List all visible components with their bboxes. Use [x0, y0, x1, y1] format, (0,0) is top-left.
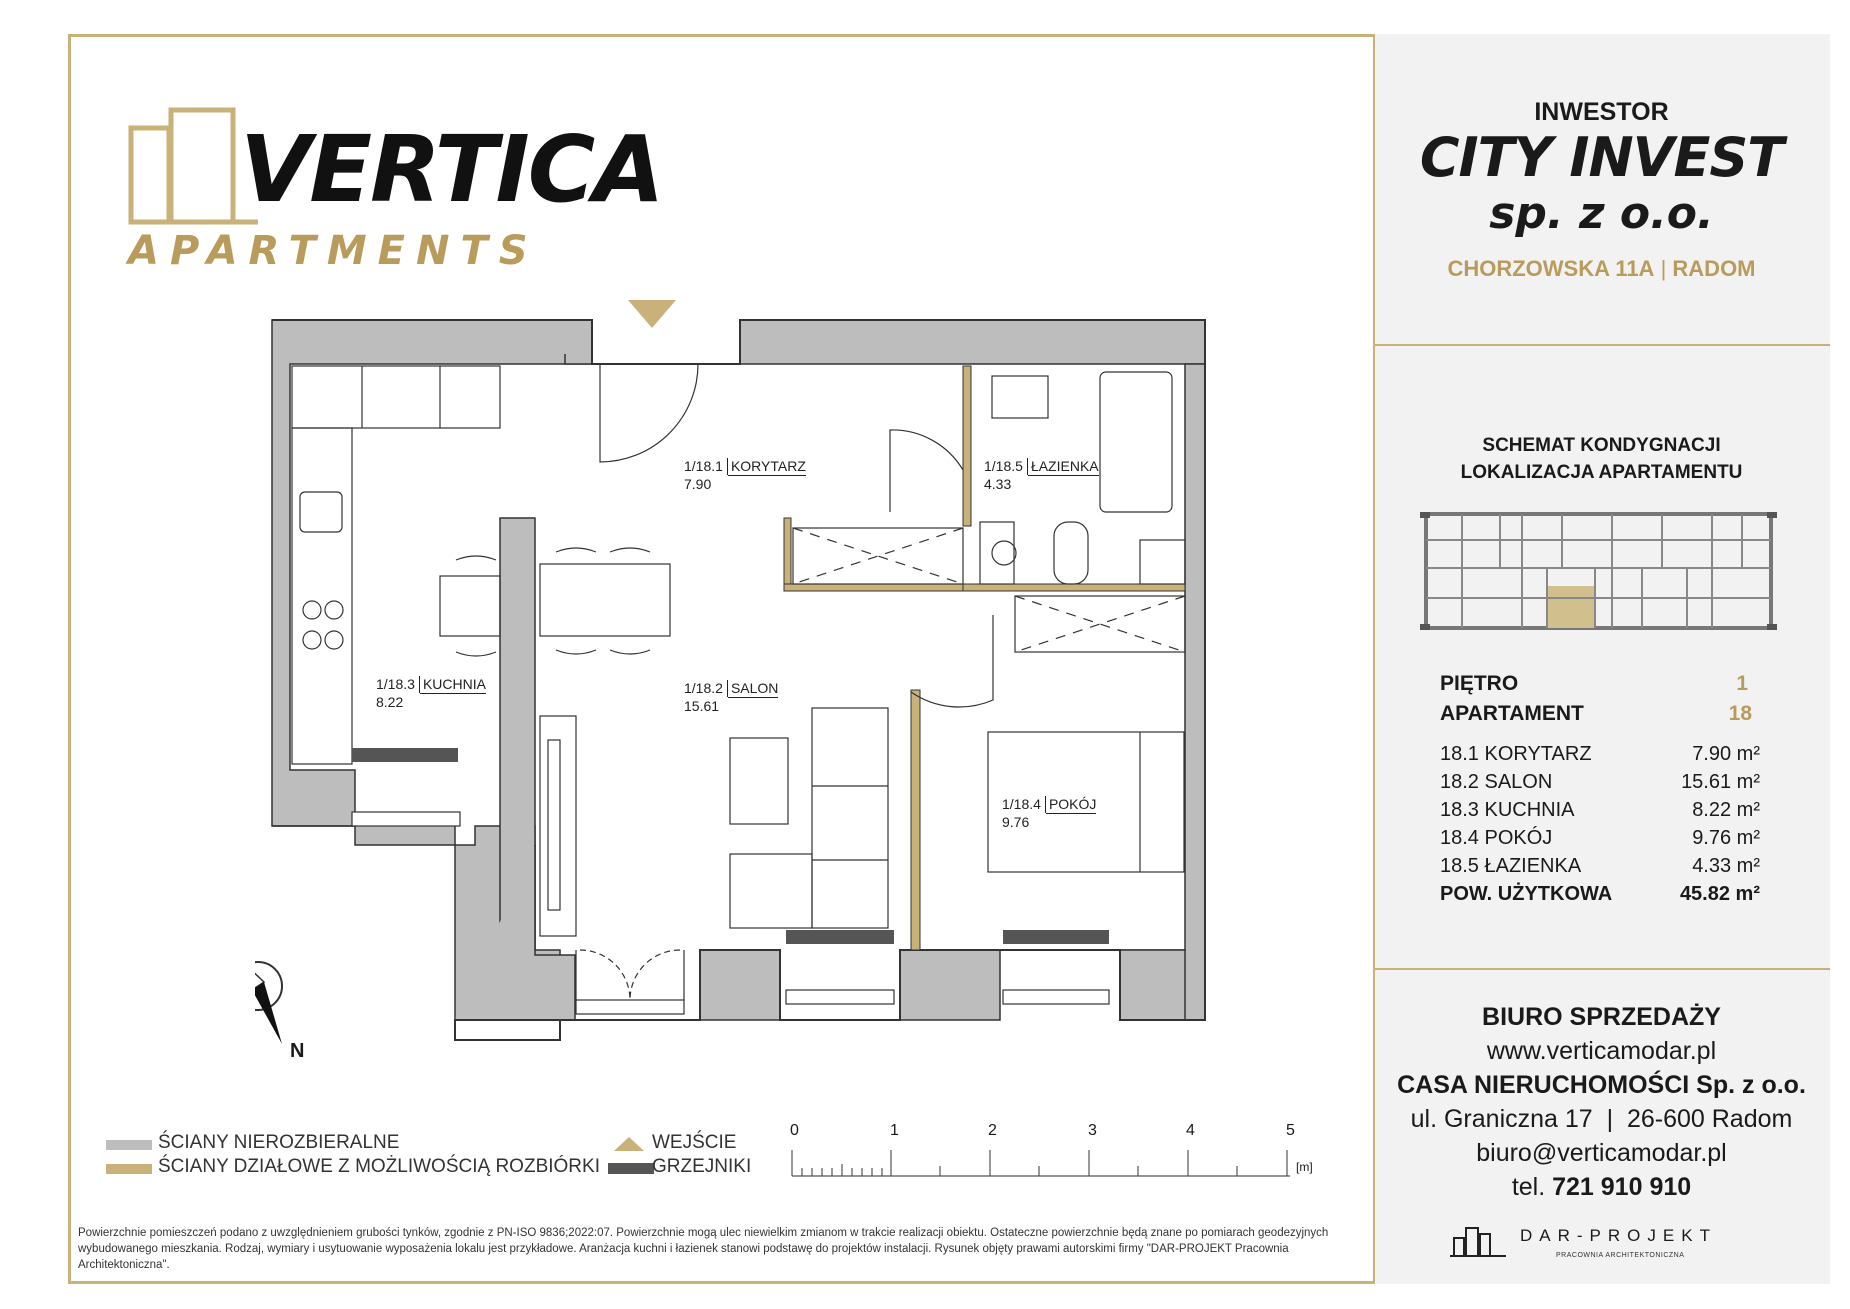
apartment-row	[1440, 702, 1760, 726]
architect-name: DAR-PROJEKT	[1520, 1226, 1717, 1245]
compass-north-label: N	[290, 1040, 305, 1062]
room-name: SALON	[728, 680, 778, 698]
sales-website-link[interactable]: www.verticamodar.pl	[1486, 1037, 1717, 1065]
legend-swatch-partition-walls	[106, 1164, 152, 1174]
legend-load-walls: ŚCIANY NIEROZBIERALNE	[158, 1132, 400, 1153]
logo-subtitle: APARTMENTS	[128, 228, 539, 274]
investor-address: CHORZOWSKA 11A | RADOM	[1447, 256, 1756, 281]
scale-tick-label: 0	[790, 1122, 799, 1139]
room-code: 1/18.3	[376, 676, 420, 693]
logo-word: VERTICA	[240, 116, 663, 223]
total-label: POW. UŻYTKOWA	[1440, 883, 1613, 905]
investor-name: CITY INVEST	[1419, 126, 1784, 189]
room-area: 9.76 m²	[1692, 827, 1760, 849]
room-row	[1440, 855, 1760, 878]
load-bearing-walls	[272, 320, 1205, 1020]
legend-swatch-load-walls	[106, 1140, 152, 1150]
room-area: 7.90	[684, 476, 712, 492]
legend-entrance-icon	[612, 1136, 646, 1152]
legend-partition-walls: ŚCIANY DZIAŁOWE Z MOŻLIWOŚCIĄ ROZBIÓRKI	[158, 1156, 600, 1177]
scale-unit: [m]	[1296, 1160, 1313, 1174]
room-label-kuchnia	[376, 676, 486, 711]
room-area: 15.61 m²	[1681, 771, 1760, 793]
investor-street: CHORZOWSKA 11A	[1447, 256, 1655, 281]
floor-row	[1440, 672, 1760, 696]
room-name: 18.4 POKÓJ	[1440, 827, 1553, 849]
sidebar-divider	[1373, 344, 1830, 346]
room-code: 1/18.2	[684, 680, 728, 697]
room-area: 15.61	[684, 698, 720, 714]
phone-number: 721 910 910	[1552, 1173, 1692, 1201]
room-name: KUCHNIA	[420, 676, 486, 694]
investor-company-form: sp. z o.o.	[1489, 188, 1714, 239]
room-label-lazienka	[984, 458, 1099, 493]
schema-title-line2: LOKALIZACJA APARTAMENTU	[1460, 462, 1743, 483]
room-area: 4.33 m²	[1692, 855, 1760, 877]
scale-tick-label: 5	[1286, 1122, 1295, 1139]
sales-company: CASA NIERUCHOMOŚCI Sp. z o.o.	[1397, 1071, 1806, 1099]
room-code: 1/18.1	[684, 458, 728, 475]
doors	[600, 364, 993, 707]
investor-label: INWESTOR	[1534, 98, 1669, 126]
sales-email-link[interactable]: biuro@verticamodar.pl	[1476, 1139, 1727, 1167]
room-name: 18.5 ŁAZIENKA	[1440, 855, 1582, 877]
schema-title-line1: SCHEMAT KONDYGNACJI	[1482, 435, 1721, 456]
floor-value: 1	[1736, 672, 1748, 695]
sales-phone[interactable]	[1373, 1170, 1830, 1204]
room-name: POKÓJ	[1046, 796, 1096, 814]
room-area: 8.22 m²	[1692, 799, 1760, 821]
partition-walls	[784, 366, 1185, 950]
room-area: 7.90 m²	[1692, 743, 1760, 765]
room-label-salon	[684, 680, 778, 715]
room-code: 1/18.4	[1002, 796, 1046, 813]
sidebar-divider	[1373, 968, 1830, 970]
room-label-korytarz	[684, 458, 806, 493]
room-row	[1440, 771, 1760, 794]
legend-radiators: GRZEJNIKI	[652, 1156, 752, 1177]
room-label-pokoj	[1002, 796, 1096, 831]
room-area: 8.22	[376, 694, 404, 710]
scale-tick-label: 2	[988, 1122, 997, 1139]
floor-label: PIĘTRO	[1440, 672, 1519, 695]
investor-city: RADOM	[1672, 256, 1756, 281]
total-value: 45.82 m²	[1679, 883, 1760, 905]
room-area: 9.76	[1002, 814, 1030, 830]
sales-office	[1373, 1000, 1830, 1204]
scale-tick-label: 3	[1088, 1122, 1097, 1139]
sales-title: BIURO SPRZEDAŻY	[1482, 1003, 1721, 1031]
room-row	[1440, 827, 1760, 850]
scale-tick-label: 1	[890, 1122, 899, 1139]
disclaimer-text: Powierzchnie pomieszczeń podano z uwzględnieniem grubości tynków, zgodnie z PN-ISO 9836;2022:07. Powierzchnie mogą ulec niewielkim zmianom w trakcie realizacji obiektu. Ostateczne powierzchnie będą znane po pomiarach geodezyjnych wybudowanego mieszkania. Rodzaj, wymiary i usytuowanie wyposażenia lokalu jest przykładowe. Aranżacja kuchni i łazienek stanowi podstawę do projektów instalacji. Rysunek objęty prawami autorskimi firmy "DAR-PROJEKT Pracownia Architektoniczna".	[78, 1227, 1329, 1271]
room-name: ŁAZIENKA	[1028, 458, 1099, 476]
apartment-value: 18	[1728, 702, 1752, 725]
room-row	[1440, 799, 1760, 822]
room-row	[1440, 743, 1760, 766]
floor-schema-thumbnail	[1412, 510, 1782, 630]
room-name: 18.2 SALON	[1440, 771, 1553, 793]
logo-building-mark	[128, 104, 258, 228]
architect-subtitle: PRACOWNIA ARCHITEKTONICZNA	[1556, 1252, 1685, 1259]
scale-ruler	[790, 1146, 1300, 1180]
architect-logo-mark	[1450, 1222, 1506, 1258]
room-area: 4.33	[984, 476, 1012, 492]
room-name: 18.3 KUCHNIA	[1440, 799, 1575, 821]
apartment-label: APARTAMENT	[1440, 702, 1584, 725]
entrance-marker	[628, 300, 676, 328]
phone-prefix: tel.	[1511, 1173, 1553, 1201]
legend-entrance: WEJŚCIE	[652, 1132, 737, 1153]
total-row	[1440, 883, 1760, 906]
sales-address: ul. Graniczna 17 | 26-600 Radom	[1410, 1105, 1793, 1133]
room-name: 18.1 KORYTARZ	[1440, 743, 1592, 765]
schema-title	[1373, 432, 1830, 486]
scale-tick-label: 4	[1186, 1122, 1195, 1139]
room-code: 1/18.5	[984, 458, 1028, 475]
room-name: KORYTARZ	[728, 458, 806, 476]
legend-swatch-radiators	[608, 1163, 654, 1174]
compass-icon	[255, 952, 282, 1044]
